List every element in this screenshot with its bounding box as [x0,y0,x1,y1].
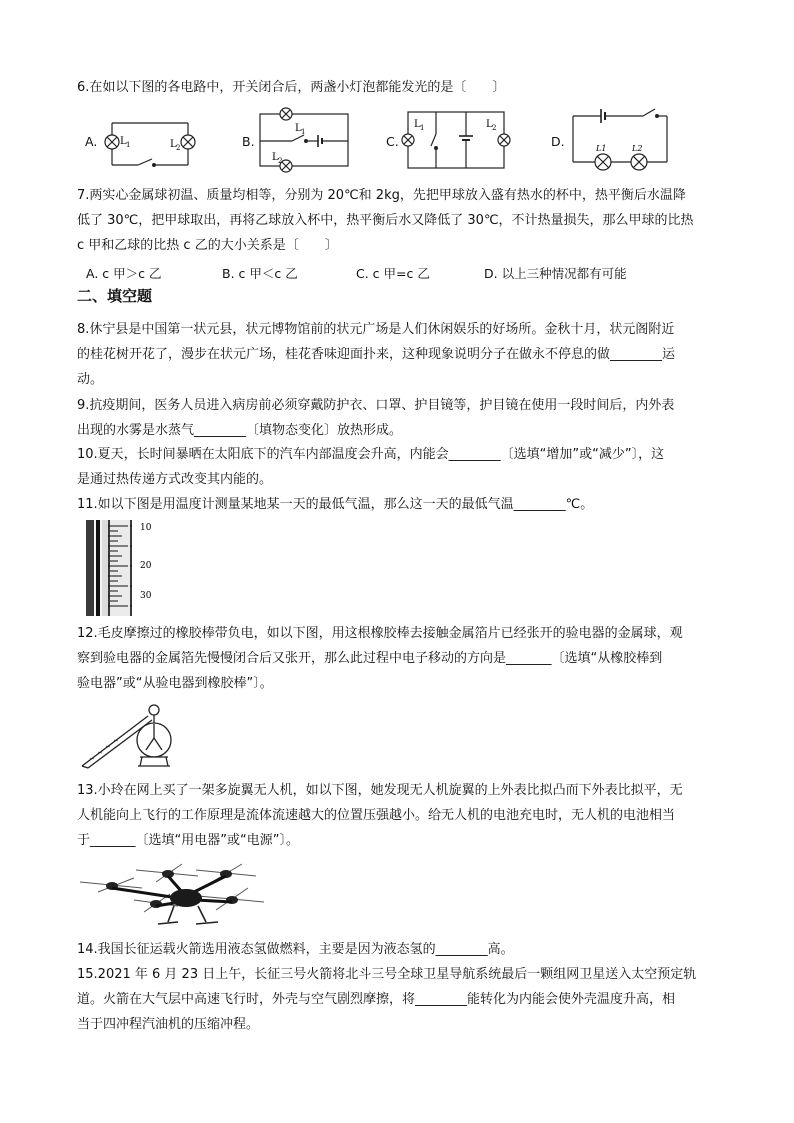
q7-option-a: A. c 甲＞c 乙 [86,266,162,281]
q14-line-1: 14.我国长征运载火箭选用液态氢做燃料，主要是因为液态氢的________高。 [77,942,514,957]
q6-circuit-d [565,100,675,172]
q6-circuit-a [98,115,208,171]
q12-line-1: 12.毛皮摩擦过的橡胶棒带负电，如以下图，用这根橡胶棒去接触金属箔片已经张开的验电器的金属球，观 [77,626,683,641]
q15-line-2: 道。火箭在大气层中高速飞行时，外壳与空气剧烈摩擦，将________能转化为内能会使外壳温度升高，相 [77,992,676,1007]
q6-stem: 6.在如以下图的各电路中，开关闭合后，两盏小灯泡都能发光的是〔 〕 [77,80,506,95]
q7-option-c: C. c 甲=c 乙 [356,266,430,281]
q7-option-b: B. c 甲＜c 乙 [222,266,298,281]
section-title-fill-blank: 二、填空题 [77,287,153,305]
q7-line-2: 低了 30℃，把甲球取出，再将乙球放入杯中，热平衡后水又降低了 30℃，不计热量损失，那么甲球的比热 [77,213,694,228]
q10-line-2: 是通过热传递方式改变其内能的。 [77,472,273,487]
q6a-label-l1: L [120,136,127,147]
q11-line-1: 11.如以下图是用温度计测量某地某一天的最低气温，那么这一天的最低气温________℃。 [77,497,594,512]
q13-line-2: 人机能向上飞行的工作原理是流体流速越大的位置压强越小。给无人机的电池充电时，无人机的电池相当 [77,808,676,823]
q8-line-2: 的桂花树开花了，漫步在状元广场，桂花香味迎面扑来，这种现象说明分子在做永不停息的做________运 [77,347,676,362]
q6b-label-l1: L [295,123,302,134]
q6-circuit-b [256,104,356,174]
q7-option-d: D. 以上三种情况都有可能 [484,266,627,281]
q6d-label-l1: L1 [596,144,607,153]
q15-line-1: 15.2021 年 6 月 23 日上午，长征三号火箭将北斗三号全球卫星导航系统最后一颗组网卫星送入太空预定轨 [77,967,697,982]
q6b-label-l2: L [272,152,279,163]
q15-line-3: 当于四冲程汽油机的压缩冲程。 [77,1017,260,1032]
q6a-label-l1-sub: 1 [126,141,131,149]
q6b-label-l2-sub: 2 [278,157,283,165]
q9-line-1: 9.抗疫期间，医务人员进入病房前必须穿戴防护衣、口罩、护目镜等，护目镜在使用一段时间后，内外表 [77,398,675,413]
q6-option-c-label: C. [386,134,399,149]
q6a-label-l2-sub: 2 [176,144,181,152]
q9-line-2: 出现的水雾是水蒸气________〔填物态变化〕放热形成。 [77,423,403,438]
q6c-label-l1-sub: 1 [420,124,425,132]
q8-line-3: 动。 [77,372,104,387]
q10-line-1: 10.夏天，长时间暴晒在太阳底下的汽车内部温度会升高，内能会________〔选填“增加”或“减少”〕，这 [77,447,665,462]
q8-line-1: 8.休宁县是中国第一状元县，状元博物馆前的状元广场是人们休闲娱乐的好场所。金秋十月，状元阁附近 [77,322,675,337]
q12-electroscope [78,698,198,770]
q6-circuit-c [398,104,518,174]
q6b-label-l1-sub: 1 [301,128,306,136]
q6a-label-l2: L [170,139,177,150]
q6-option-d-label: D. [551,134,565,149]
q11-scale-30: 30 [140,591,152,601]
q13-line-3: 于_______〔选填“用电器”或“电源”〕。 [77,833,299,848]
q12-line-3: 验电器”或“从验电器到橡胶棒”〕。 [77,676,273,691]
q6c-label-l2: L [486,119,493,130]
q7-line-1: 7.两实心金属球初温、质量均相等，分别为 20℃和 2kg，先把甲球放入盛有热水的杯中，热平衡后水温降 [77,188,686,203]
q6-option-a-label: A. [85,134,98,149]
q13-drone [78,856,268,934]
q6c-label-l1: L [414,119,421,130]
q11-scale-20: 20 [140,561,152,571]
q11-scale-10: 10 [140,523,152,533]
q13-line-1: 13.小玲在网上买了一架多旋翼无人机，如以下图，她发现无人机旋翼的上外表比拟凸而下外表比拟平，无 [77,783,683,798]
q12-line-2: 察到验电器的金属箔先慢慢闭合后又张开，那么此过程中电子移动的方向是_______〔选填“从橡胶棒到 [77,651,663,666]
q7-line-3: c 甲和乙球的比热 c 乙的大小关系是〔 〕 [77,238,338,253]
q6c-label-l2-sub: 2 [492,124,497,132]
q6-option-b-label: B. [242,134,255,149]
q6d-label-l2: L2 [632,144,643,153]
q11-thermometer [84,520,174,616]
